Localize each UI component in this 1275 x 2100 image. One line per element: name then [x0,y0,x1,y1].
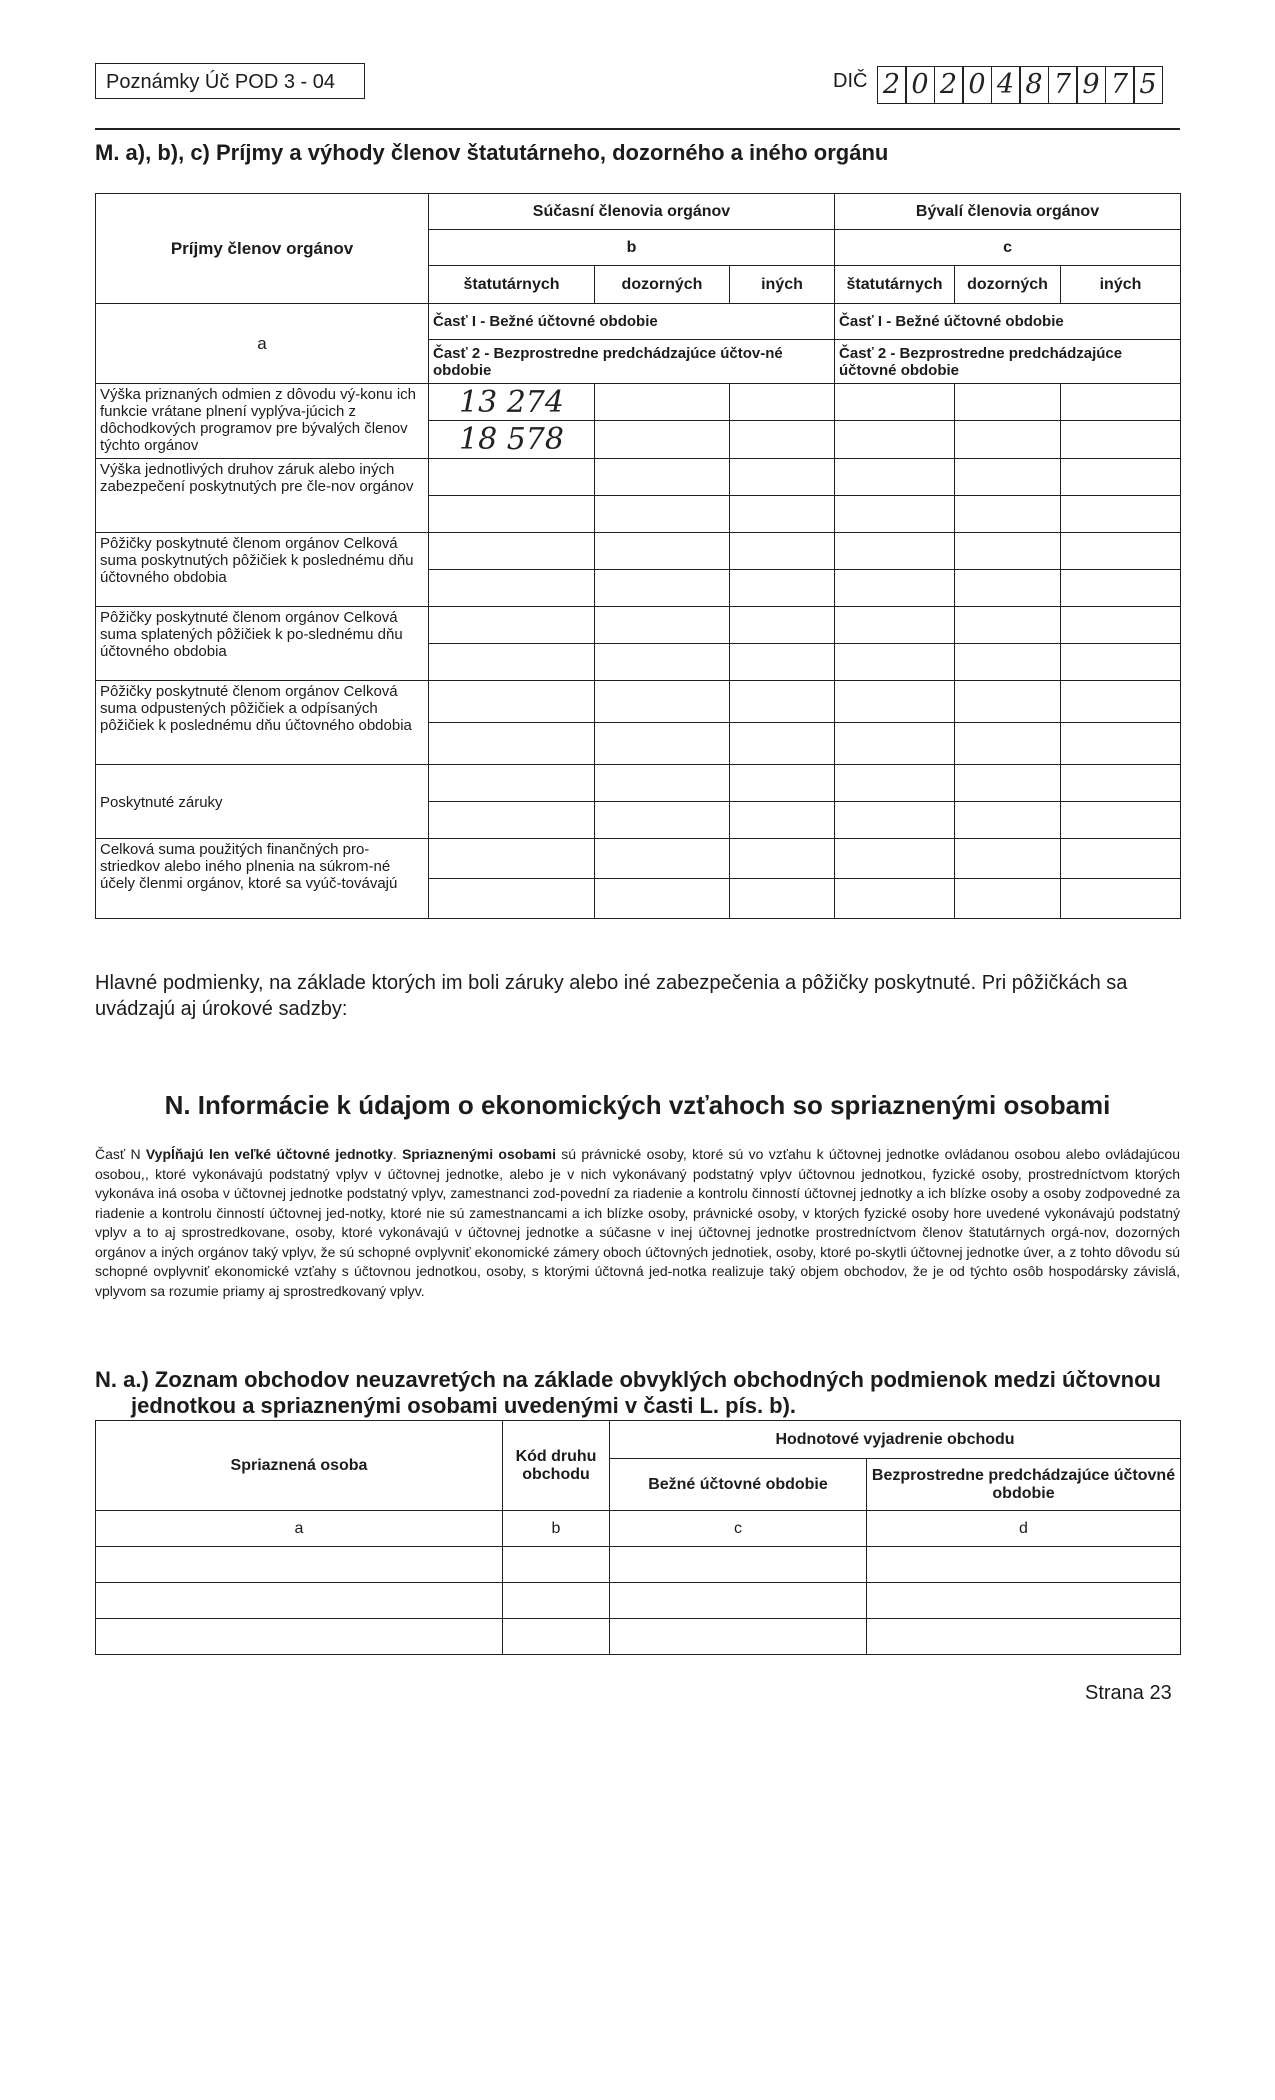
value-cell[interactable] [835,879,955,919]
value-cell[interactable] [730,421,835,459]
row-label: Pôžičky poskytnuté členom orgánov Celková suma odpustených pôžičiek a odpísaných pôžičiek k poslednému dňu účtovného obdobia [96,681,429,765]
header-c: c [835,230,1181,266]
value-cell[interactable] [867,1619,1181,1655]
dic-digit: 4 [991,66,1021,104]
dic-digit: 5 [1133,66,1163,104]
value-cell[interactable] [867,1547,1181,1583]
value-cell[interactable] [96,1583,503,1619]
value-cell[interactable] [429,496,595,533]
value-cell[interactable] [730,681,835,723]
header-supervisory: dozorných [955,266,1061,304]
value-cell[interactable] [955,496,1061,533]
value-cell[interactable] [429,879,595,919]
value-cell[interactable] [730,533,835,570]
value-cell[interactable] [429,839,595,879]
value-cell[interactable] [1061,644,1181,681]
value-cell[interactable] [1061,607,1181,644]
value-cell[interactable] [595,607,730,644]
value-cell[interactable] [730,459,835,496]
value-cell[interactable] [955,723,1061,765]
value-cell[interactable] [595,839,730,879]
header-former-members: Bývalí členovia orgánov [835,194,1181,230]
value-cell[interactable] [955,802,1061,839]
header-related-person: Spriaznená osoba [96,1421,503,1511]
value-cell[interactable] [730,496,835,533]
dic-digit: 7 [1048,66,1078,104]
value-cell[interactable] [1061,802,1181,839]
value-cell[interactable] [1061,765,1181,802]
page-number: Strana 23 [1085,1682,1172,1704]
value-cell[interactable] [96,1619,503,1655]
value-cell[interactable] [595,802,730,839]
value-cell[interactable] [1061,421,1181,459]
section-na-title [95,1367,1180,1419]
row-label: Pôžičky poskytnuté členom orgánov Celková suma splatených pôžičiek k po-slednému dňu účtovného obdobia [96,607,429,681]
value-cell[interactable] [96,1547,503,1583]
value-cell[interactable] [835,459,955,496]
table-na [95,1420,1181,1655]
value-cell[interactable] [867,1583,1181,1619]
value-cell[interactable] [595,681,730,723]
value-cell[interactable] [835,802,955,839]
value-cell[interactable] [730,644,835,681]
value-cell[interactable] [595,459,730,496]
value-cell[interactable] [595,723,730,765]
value-cell[interactable] [1061,839,1181,879]
section-n-paragraph [95,1145,1180,1301]
dic-boxes [878,66,1163,104]
header-other: iných [730,266,835,304]
part1-current: Časť I - Bežné účtovné obdobie [429,304,835,340]
value-cell[interactable] [595,421,730,459]
value-cell[interactable] [1061,681,1181,723]
value-cell[interactable] [955,839,1061,879]
header-income: Príjmy členov orgánov [96,194,429,304]
value-cell[interactable] [429,765,595,802]
value-cell[interactable] [503,1619,610,1655]
value-cell[interactable] [955,459,1061,496]
value-cell[interactable] [610,1619,867,1655]
value-cell[interactable] [1061,384,1181,421]
col-letter: b [503,1511,610,1547]
value-cell[interactable] [955,765,1061,802]
col-letter: a [96,1511,503,1547]
value-cell[interactable] [730,802,835,839]
value-cell[interactable] [955,533,1061,570]
value-cell[interactable] [835,570,955,607]
value-cell[interactable] [1061,533,1181,570]
value-cell[interactable] [835,421,955,459]
dic-digit: 8 [1019,66,1049,104]
value-cell[interactable] [1061,496,1181,533]
value-cell[interactable] [730,723,835,765]
value-cell: 13 274 [429,384,595,421]
value-cell[interactable] [730,839,835,879]
value-cell[interactable] [955,607,1061,644]
value-cell[interactable] [955,879,1061,919]
header-current-period: Bežné účtovné obdobie [610,1459,867,1511]
value-cell[interactable] [429,644,595,681]
value-cell[interactable] [730,570,835,607]
value-cell[interactable] [595,879,730,919]
dic-digit: 9 [1076,66,1106,104]
header-rule [95,128,1180,130]
col-letter: d [867,1511,1181,1547]
value-cell[interactable] [610,1547,867,1583]
row-label: Výška priznaných odmien z dôvodu vý-konu ich funkcie vrátane plnení vyplýva-júcich z dôchodkových programov pre bývalých členov týchto orgánov [96,384,429,459]
section-m-title: M. a), b), c) Príjmy a výhody členov štatutárneho, dozorného a iného orgánu [95,140,889,165]
value-cell[interactable] [835,607,955,644]
value-cell[interactable] [835,839,955,879]
value-cell[interactable] [730,607,835,644]
value-cell[interactable] [429,607,595,644]
para-lead: Časť N [95,1146,146,1162]
para-bold: Vypĺňajú len veľké účtovné jednotky [145,1146,393,1162]
value-cell[interactable] [1061,723,1181,765]
value-cell[interactable] [595,765,730,802]
para-rest: sú právnické osoby, ktoré sú vo vzťahu k účtovnej jednotke ovládanou osobou alebo ovládajúcou osobou,, ktoré vykonávajú podstatný vplyv v účtovnej jednotke, alebo je v nich vykonávaný podstatný vplyv účtovnou jednotkou, fyzické osoby, prostredníctvom ktorých vykonáva iná osoba v účtovnej jednotke podstatný vplyv, zamestnanci zod-povední za riadenie a kontrolu činností účtovnej jednotky a ich blízke osoby a osoby zodpovedné za riadenie a kontrolu činností účtovnej jed-notky, ktoré nie sú zamestnancami a ich blízke osoby, právnické osoby, v ktorých fyzické osoby hore uvedené vykonávajú podstatný vplyv a to aj sprostredkovane, osoby, ktoré vykonávajú v účtovnej jednotke a súčasne v inej účtovnej jednotke prostredníctvom členov štatutárnych orgá-nov, dozorných orgánov a iných orgánov taký vplyv, že sú schopné ovplyvniť ekonomické zámery oboch účtovných jednotiek, osoby, ktoré po-skytli účtovnej jednotke úver, a z tohto dôvodu sú schopné ovplyvniť ekonomické vzťahy s účtovnou jednotkou, osoby, s ktorými účtovná jed-notka realizuje taký objem obchodov, že je od týchto osôb hospodársky závislá, vplyvom sa rozumie priamy aj sprostredkovaný vplyv. [95,1146,1181,1299]
value-cell[interactable] [1061,879,1181,919]
value-cell[interactable] [835,723,955,765]
header-trade-value: Hodnotové vyjadrenie obchodu [610,1421,1181,1459]
header-b: b [429,230,835,266]
value-cell[interactable] [1061,459,1181,496]
value-cell: 18 578 [429,421,595,459]
value-cell[interactable] [429,459,595,496]
value-cell[interactable] [730,765,835,802]
value-cell[interactable] [429,681,595,723]
header-other: iných [1061,266,1181,304]
dic-digit: 0 [905,66,935,104]
value-cell[interactable] [595,496,730,533]
row-label: Poskytnuté záruky [96,765,429,839]
header-trade-code: Kód druhu obchodu [503,1421,610,1511]
row-label: Výška jednotlivých druhov záruk alebo iných zabezpečení poskytnutých pre čle-nov orgánov [96,459,429,533]
value-cell[interactable] [503,1583,610,1619]
table-m [95,193,1181,919]
value-cell[interactable] [595,533,730,570]
value-cell[interactable] [835,384,955,421]
main-conditions-text: Hlavné podmienky, na základe ktorých im boli záruky alebo iné zabezpečenia a pôžičky poskytnuté. Pri pôžičkách sa uvádzajú aj úrokové sadzby: [95,972,1128,1020]
dic-digit: 7 [1105,66,1135,104]
value-cell[interactable] [835,681,955,723]
value-cell[interactable] [730,879,835,919]
value-cell[interactable] [835,533,955,570]
dic-digit: 0 [962,66,992,104]
header-statutory: štatutárnych [429,266,595,304]
value-cell[interactable] [595,384,730,421]
value-cell[interactable] [835,496,955,533]
value-cell[interactable] [955,421,1061,459]
form-label: Poznámky Úč POD 3 - 04 [95,63,365,99]
value-cell[interactable] [610,1583,867,1619]
value-cell[interactable] [955,681,1061,723]
value-cell[interactable] [955,570,1061,607]
value-cell[interactable] [730,384,835,421]
value-cell[interactable] [503,1547,610,1583]
value-cell[interactable] [835,765,955,802]
header-a: a [96,304,429,384]
title-line: jednotkou a spriaznenými osobami uvedenými v časti L. pís. b). [131,1393,797,1418]
row-label: Pôžičky poskytnuté členom orgánov Celková suma poskytnutých pôžičiek k poslednému dňu účtovného obdobia [96,533,429,607]
header-current-members: Súčasní členovia orgánov [429,194,835,230]
col-letter: c [610,1511,867,1547]
section-n-title: N. Informácie k údajom o ekonomických vzťahoch so spriaznenými osobami [164,1090,1111,1120]
dic-digit: 2 [934,66,964,104]
part2-current: Časť 2 - Bezprostredne predchádzajúce účtov-né obdobie [429,340,835,384]
title-line: N. a.) Zoznam obchodov neuzavretých na základe obvyklých obchodných podmienok medzi účtovnou [95,1367,1161,1392]
header-previous-period: Bezprostredne predchádzajúce účtovné obdobie [867,1459,1181,1511]
part2-former: Časť 2 - Bezprostredne predchádzajúce účtovné obdobie [835,340,1181,384]
value-cell[interactable] [835,644,955,681]
value-cell[interactable] [955,644,1061,681]
header-supervisory: dozorných [595,266,730,304]
value-cell[interactable] [429,723,595,765]
row-label: Celková suma použitých finančných pro-striedkov alebo iného plnenia na súkrom-né účely členmi orgánov, ktoré sa vyúč-továvajú [96,839,429,919]
para-mid: . [392,1146,403,1162]
value-cell[interactable] [429,570,595,607]
value-cell[interactable] [955,384,1061,421]
value-cell[interactable] [595,644,730,681]
part1-former: Časť I - Bežné účtovné obdobie [835,304,1181,340]
value-cell[interactable] [429,802,595,839]
value-cell[interactable] [1061,570,1181,607]
value-cell[interactable] [595,570,730,607]
dic-label: DIČ [833,70,868,92]
para-bold: Spriaznenými osobami [402,1146,556,1162]
header-statutory: štatutárnych [835,266,955,304]
dic-digit: 2 [877,66,907,104]
value-cell[interactable] [429,533,595,570]
